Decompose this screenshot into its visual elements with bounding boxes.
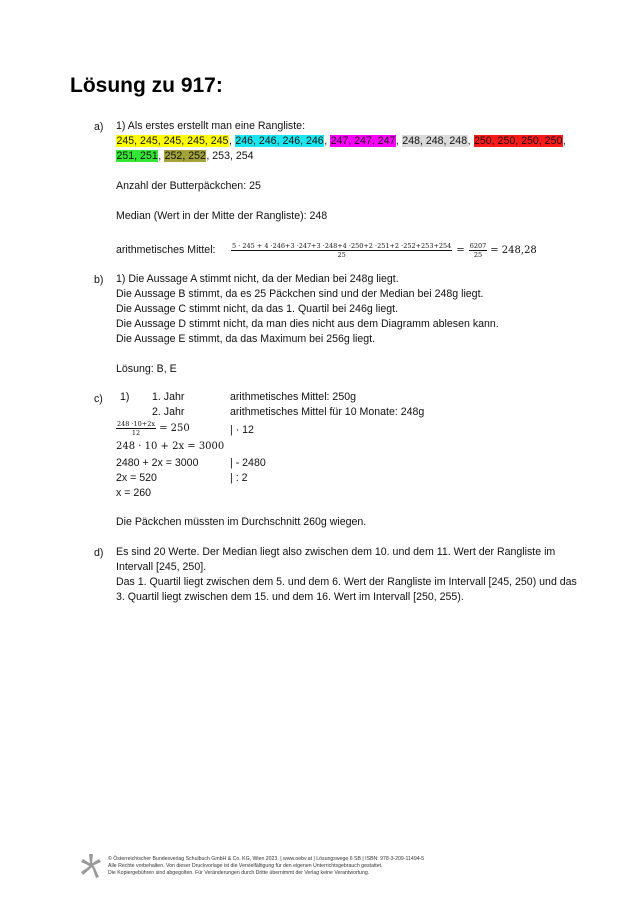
mean-fraction <box>231 242 452 259</box>
equation-1 <box>116 420 190 437</box>
eq1-operation: | · 12 <box>230 424 254 436</box>
mean-row <box>116 239 586 261</box>
d-line: 3. Quartil liegt zwischen dem 15. und dem 16. Wert im Intervall [250, 255). <box>116 591 464 603</box>
publisher-logo-icon <box>80 853 102 879</box>
section-a-intro: 1) Als erstes erstellt man eine Rangliste: <box>116 120 306 132</box>
eq1-rhs: = 250 <box>159 423 190 434</box>
package-count: Anzahl der Butterpäckchen: 25 <box>116 180 261 192</box>
year-2-text: arithmetisches Mittel für 10 Monate: 248g <box>230 406 425 418</box>
ranking-group: 248, 248, 248 <box>402 135 468 147</box>
mean-result: = 248,28 <box>490 244 537 256</box>
statement-line: 1) Die Aussage A stimmt nicht, da der Median bei 248g liegt. <box>116 273 399 285</box>
page-title: Lösung zu 917: <box>70 74 223 97</box>
d-line: Das 1. Quartil liegt zwischen dem 5. und dem 6. Wert der Rangliste im Intervall [245, 250) und das <box>116 576 577 588</box>
footer-rights: Alle Rechte vorbehalten. Von dieser Druckvorlage ist die Vervielfältigung für den eigenen Unterrichtsgebrauch gestattet. <box>108 863 383 869</box>
answer-line: Lösung: B, E <box>116 363 177 375</box>
d-line: Es sind 20 Werte. Der Median liegt also zwischen dem 10. und dem 11. Wert der Rangliste im <box>116 546 556 558</box>
statement-line: Die Aussage C stimmt nicht, da das 1. Quartil bei 246g liegt. <box>116 303 399 315</box>
ranking-group: 250, 250, 250, 250 <box>474 135 563 147</box>
ranking-group: 251, 251 <box>116 150 158 162</box>
equation-2: 248 · 10 + 2x = 3000 <box>116 441 225 452</box>
section-b <box>116 272 586 377</box>
eq1-denominator: 12 <box>131 429 141 437</box>
year-2: 2. Jahr <box>152 406 185 418</box>
eq4-operation: | : 2 <box>230 472 248 484</box>
year-1: 1. Jahr <box>152 391 185 403</box>
equation-3: 2480 + 2x = 3000 <box>116 457 199 469</box>
mean-label: arithmetisches Mittel: <box>116 243 216 256</box>
footer <box>108 856 528 877</box>
mean-numerator: 5 · 245 + 4 ·246+3 ·247+3 ·248+4 ·250+2 ·251+2 ·252+253+254 <box>232 241 452 250</box>
footer-disclaimer: Die Kopiergebühren sind abgegolten. Für Veränderungen durch Dritte übernimmt der Verlag keine Verantwortung. <box>108 870 370 876</box>
ranking-group: 252, 252 <box>164 150 206 162</box>
ranking-group: 246, 246, 246, 246 <box>235 135 324 147</box>
mean-fraction-2-den: 25 <box>473 250 483 259</box>
mean-fraction-2-num: 6207 <box>469 241 487 250</box>
equation-5: x = 260 <box>116 487 152 499</box>
year-1-text: arithmetisches Mittel: 250g <box>230 391 357 403</box>
eq1-fraction <box>116 420 156 437</box>
ranking-group: 245, 245, 245, 245, 245 <box>116 135 229 147</box>
section-d-label: d) <box>94 547 104 559</box>
mean-equals: = <box>456 244 465 256</box>
ranking-group: 247, 247, 247 <box>330 135 396 147</box>
median-text: Median (Wert in der Mitte der Rangliste): 248 <box>116 210 328 222</box>
section-c-label: c) <box>94 393 103 405</box>
statement-line: Die Aussage E stimmt, da das Maximum bei 256g liegt. <box>116 333 376 345</box>
conclusion: Die Päckchen müssten im Durchschnitt 260g wiegen. <box>116 516 367 528</box>
mean-fraction-2 <box>469 242 488 259</box>
section-d <box>116 545 596 605</box>
section-a <box>116 119 586 261</box>
footer-copyright: © Österreichischer Bundesverlag Schulbuch GmbH & Co. KG, Wien 2023. | www.oebv.at | Lösungswege 6 SB | ISBN: 978-3-209-11494-5 <box>108 856 425 862</box>
d-line: Intervall [245, 250]. <box>116 561 207 573</box>
statement-line: Die Aussage D stimmt nicht, da man dies nicht aus dem Diagramm ablesen kann. <box>116 318 499 330</box>
ranking-list: 245, 245, 245, 245, 245, 246, 246, 246, 246, 247, 247, 247, 248, 248, 248, 250, 250, 250, 250, 251, 251, 252, 252, 253, 254 <box>116 135 566 162</box>
ranking-group: 253, 254 <box>212 150 254 162</box>
equation-4: 2x = 520 <box>116 472 157 484</box>
statement-line: Die Aussage B stimmt, da es 25 Päckchen sind und der Median bei 248g liegt. <box>116 288 484 300</box>
section-a-label: a) <box>94 121 104 133</box>
eq1-numerator: 248 ·10+2x <box>117 420 156 428</box>
mean-denominator: 25 <box>337 250 346 259</box>
eq3-operation: | - 2480 <box>230 457 266 469</box>
section-b-label: b) <box>94 274 104 286</box>
section-c-sub: 1) <box>120 391 130 403</box>
